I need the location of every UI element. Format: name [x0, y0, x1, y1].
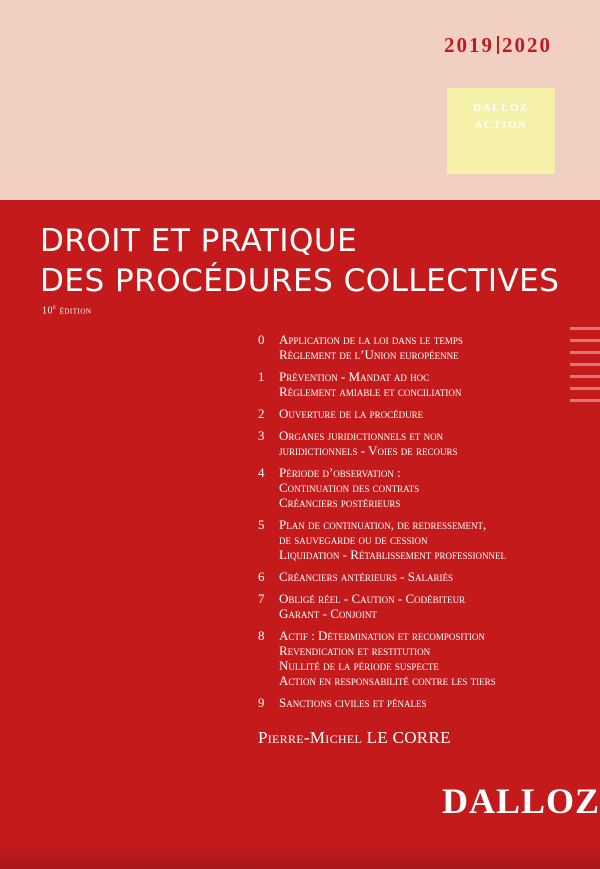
chapter-topic-line: Organes juridictionnels et non	[279, 428, 444, 443]
edition-suffix: e	[53, 303, 57, 311]
edition-word: édition	[59, 305, 92, 317]
chapter-topics	[279, 517, 506, 562]
chapter-number: 1	[258, 369, 265, 384]
chapter-topic-line: juridictionnels - Voies de recours	[279, 443, 458, 458]
chapter-topics	[279, 569, 453, 584]
chapter-item	[258, 569, 588, 584]
chapter-topics	[279, 465, 419, 510]
year-end: 2020	[502, 33, 552, 57]
publisher-logo: DALLOZ	[442, 781, 600, 821]
chapter-topic-line: Obligé réel - Caution - Codébiteur	[279, 591, 466, 606]
chapter-item	[258, 628, 588, 688]
chapter-item	[258, 332, 588, 362]
chapter-topics	[279, 406, 423, 421]
chapter-number: 7	[258, 591, 265, 606]
chapter-topics	[279, 428, 458, 458]
chapter-topics	[279, 695, 426, 710]
chapter-topic-line: Actif : Détermination et recomposition	[279, 628, 485, 643]
chapter-topic-line: Prévention - Mandat ad hoc	[279, 369, 430, 384]
chapter-number: 8	[258, 628, 265, 643]
author-name: Pierre-Michel LE CORRE	[258, 728, 451, 747]
chapter-item	[258, 591, 588, 621]
chapter-topic-line: Règlement amiable et conciliation	[279, 384, 462, 399]
chapter-topic-line: Action en responsabilité contre les tiers	[279, 673, 496, 688]
chapter-topic-line: Règlement de l’Union européenne	[279, 347, 459, 362]
chapter-number: 2	[258, 406, 265, 421]
book-title-line1: DROIT ET PRATIQUE	[40, 223, 358, 259]
chapter-topic-line: Créanciers antérieurs - Salariés	[279, 569, 453, 584]
chapter-topic-line: Nullité de la période suspecte	[279, 658, 439, 673]
chapter-number: 6	[258, 569, 265, 584]
chapter-topic-line: Garant - Conjoint	[279, 606, 377, 621]
chapter-topic-line: Créanciers postérieurs	[279, 495, 401, 510]
chapter-topic-line: de sauvegarde ou de cession	[279, 532, 428, 547]
chapter-item	[258, 369, 588, 399]
chapter-topic-line: Continuation des contrats	[279, 480, 420, 495]
chapter-list	[258, 332, 588, 717]
edition-number: 10	[42, 305, 53, 317]
chapter-item	[258, 428, 588, 458]
edition-label	[42, 303, 91, 316]
chapter-topic-line: Revendication et restitution	[279, 643, 431, 658]
year-separator	[497, 36, 499, 54]
chapter-number: 3	[258, 428, 265, 443]
chapter-topic-line: Période d’observation :	[279, 465, 401, 480]
book-title-line2: DES PROCÉDURES COLLECTIVES	[40, 263, 560, 299]
chapter-number: 9	[258, 695, 265, 710]
chapter-item	[258, 465, 588, 510]
collection-name-line2: ACTION	[474, 119, 528, 131]
chapter-topic-line: Ouverture de la procédure	[279, 406, 424, 421]
edition-years	[444, 33, 552, 58]
chapter-item	[258, 517, 588, 562]
chapter-topics	[279, 591, 465, 621]
collection-badge	[447, 88, 555, 174]
chapter-number: 5	[258, 517, 265, 532]
chapter-topics	[279, 332, 463, 362]
book-title	[40, 221, 559, 301]
collection-name-line1: DALLOZ	[473, 102, 529, 114]
chapter-item	[258, 406, 588, 421]
chapter-number: 4	[258, 465, 265, 480]
chapter-topics	[279, 369, 461, 399]
chapter-topic-line: Plan de continuation, de redressement,	[279, 517, 487, 532]
year-start: 2019	[444, 33, 494, 57]
chapter-topic-line: Sanctions civiles et pénales	[279, 695, 427, 710]
cover-bottom-shade	[0, 842, 600, 869]
chapter-topics	[279, 628, 496, 688]
chapter-topic-line: Liquidation - Rétablissement professionnel	[279, 547, 506, 562]
chapter-topic-line: Application de la loi dans le temps	[279, 332, 463, 347]
chapter-number: 0	[258, 332, 265, 347]
chapter-item	[258, 695, 588, 710]
